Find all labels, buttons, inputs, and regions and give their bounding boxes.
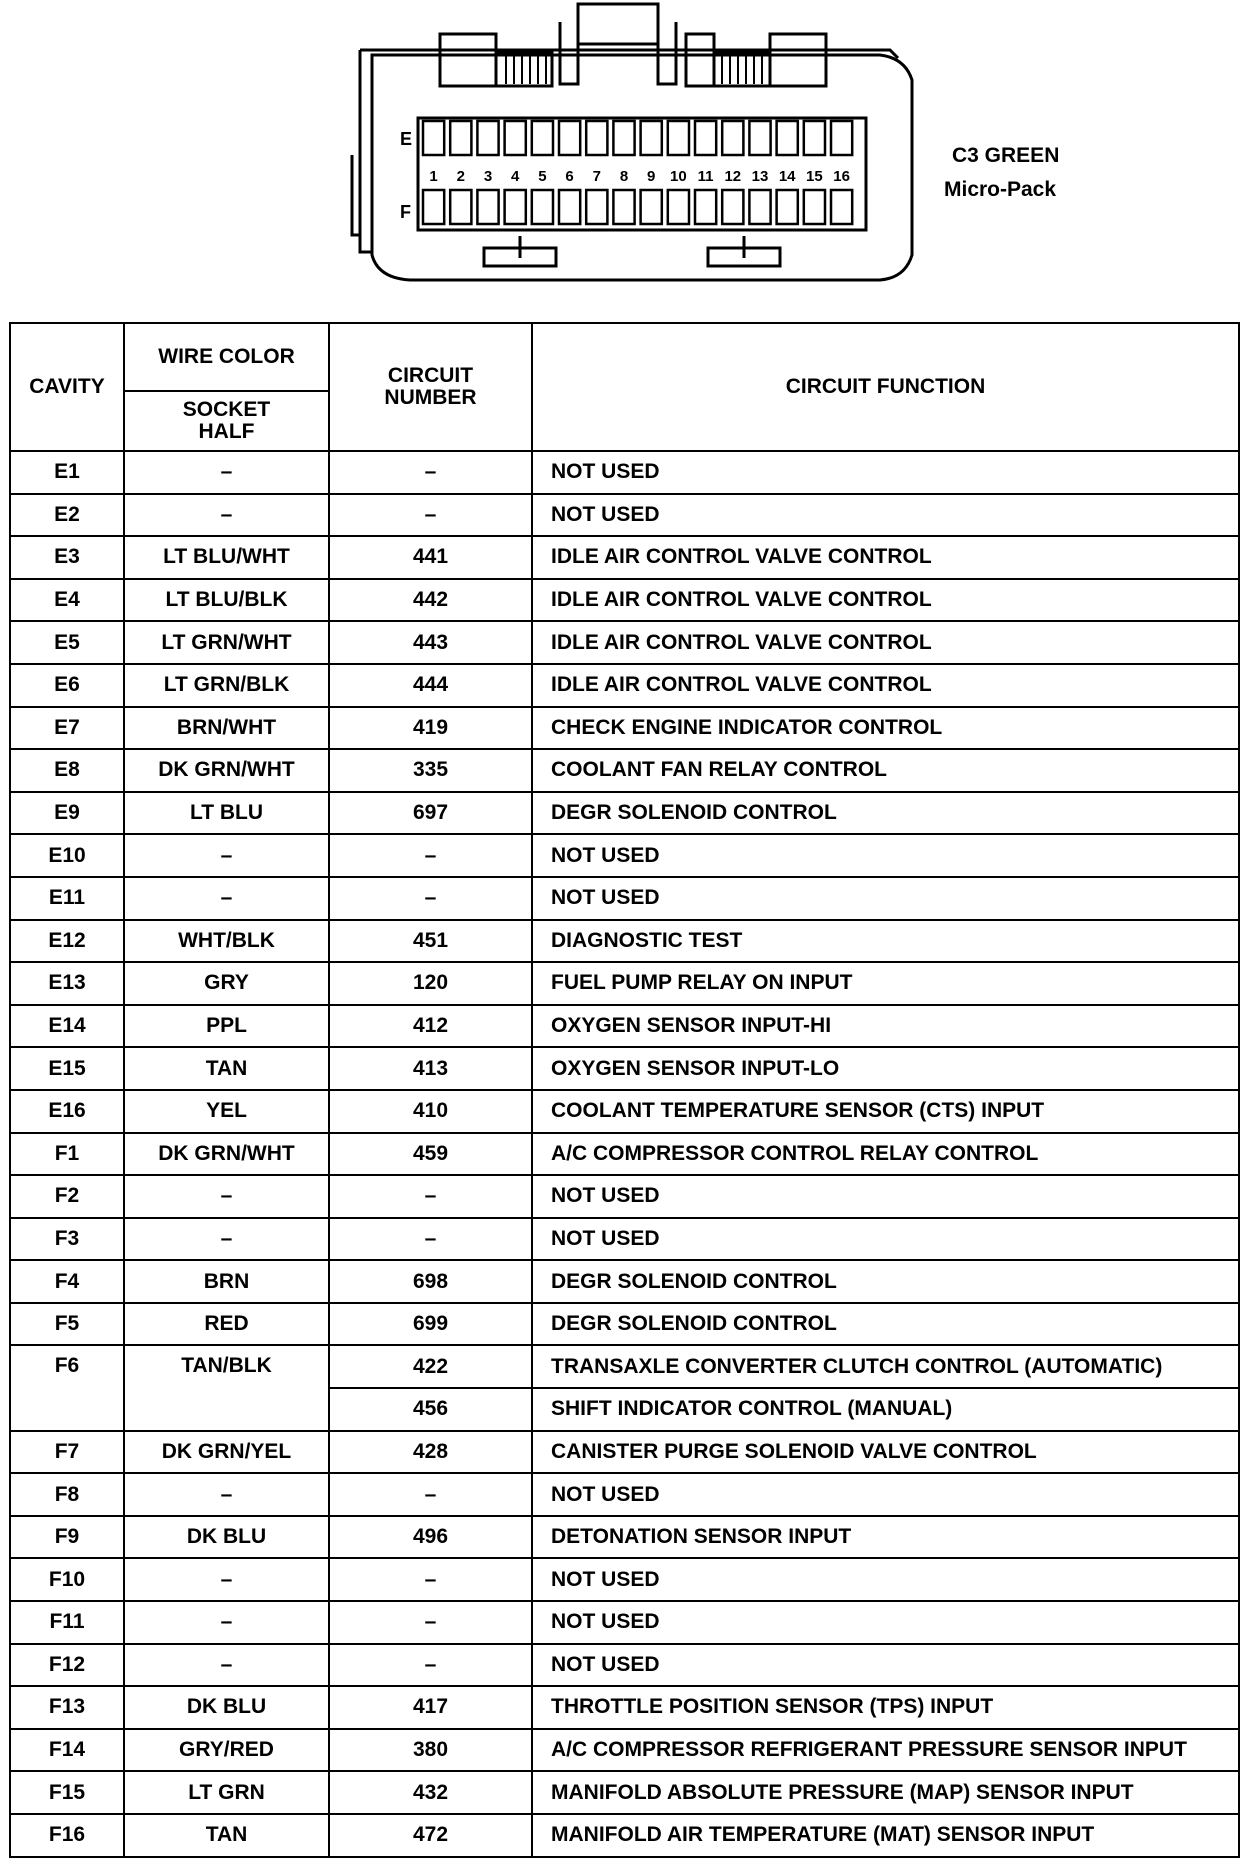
circuit-function-cell: NOT USED <box>532 1473 1239 1516</box>
cavity-cell: F11 <box>10 1601 124 1644</box>
circuit-number-cell: – <box>329 451 532 494</box>
cavity-e-cell <box>777 121 798 155</box>
circuit-number-cell: – <box>329 494 532 537</box>
wire-color-cell: – <box>124 1473 329 1516</box>
cavity-number: 14 <box>778 168 796 185</box>
wire-color-cell: DK GRN/WHT <box>124 1133 329 1176</box>
wire-color-cell: – <box>124 451 329 494</box>
wire-color-cell: – <box>124 1601 329 1644</box>
cavity-f-cell <box>532 190 553 224</box>
table-row <box>10 451 1239 494</box>
wire-color-cell: TAN <box>124 1047 329 1090</box>
table-row <box>10 536 1239 579</box>
circuit-number-cell: – <box>329 1601 532 1644</box>
cavity-f-cell <box>695 190 716 224</box>
cavity-f-cell <box>559 190 580 224</box>
circuit-number-cell: 451 <box>329 920 532 963</box>
circuit-function-cell: OXYGEN SENSOR INPUT-LO <box>532 1047 1239 1090</box>
cavity-number: 3 <box>483 168 493 185</box>
cavity-cell: E5 <box>10 621 124 664</box>
connector-type: Micro-Pack <box>944 178 1057 201</box>
wire-color-cell: YEL <box>124 1090 329 1133</box>
cavity-e-cell <box>613 121 634 155</box>
cavity-f-cell <box>477 190 498 224</box>
table-row <box>10 1644 1239 1687</box>
cavity-number: 4 <box>511 168 520 185</box>
cavity-e-cell <box>641 121 662 155</box>
circuit-number-cell: 428 <box>329 1431 532 1474</box>
wire-color-cell: DK GRN/WHT <box>124 749 329 792</box>
circuit-function-cell: NOT USED <box>532 877 1239 920</box>
circuit-number-cell: – <box>329 834 532 877</box>
table-row <box>10 749 1239 792</box>
circuit-function-cell: CHECK ENGINE INDICATOR CONTROL <box>532 707 1239 750</box>
circuit-number-cell: – <box>329 877 532 920</box>
table-row <box>10 1090 1239 1133</box>
cavity-number: 7 <box>592 168 601 185</box>
circuit-number-cell: 120 <box>329 962 532 1005</box>
cavity-cell: F9 <box>10 1516 124 1559</box>
row-f-label: F <box>400 202 411 222</box>
circuit-number-cell: 442 <box>329 579 532 622</box>
cavity-f-cell <box>777 190 798 224</box>
cavity-cell: E13 <box>10 962 124 1005</box>
cavity-f-cell <box>804 190 825 224</box>
cavity-f-cell <box>586 190 607 224</box>
cavity-f-cell <box>668 190 689 224</box>
cavity-cell: F5 <box>10 1303 124 1346</box>
cavity-number: 13 <box>751 168 769 185</box>
circuit-number-cell: 697 <box>329 792 532 835</box>
wire-color-cell: LT GRN/WHT <box>124 621 329 664</box>
circuit-function-cell: IDLE AIR CONTROL VALVE CONTROL <box>532 579 1239 622</box>
wire-color-cell: WHT/BLK <box>124 920 329 963</box>
cavity-cell: F10 <box>10 1558 124 1601</box>
circuit-function-cell: A/C COMPRESSOR REFRIGERANT PRESSURE SENSOR INPUT <box>532 1729 1239 1772</box>
cavity-f-cell <box>450 190 471 224</box>
table-row <box>10 707 1239 750</box>
cavity-cell: E7 <box>10 707 124 750</box>
wire-color-cell: LT BLU/BLK <box>124 579 329 622</box>
cavity-number: 6 <box>565 168 574 185</box>
cavity-e-cell <box>477 121 498 155</box>
circuit-number-cell: 472 <box>329 1814 532 1857</box>
cavity-cell: F7 <box>10 1431 124 1474</box>
wire-color-cell: – <box>124 877 329 920</box>
table-row <box>10 1005 1239 1048</box>
cavity-cell: F15 <box>10 1771 124 1814</box>
wire-color-cell: RED <box>124 1303 329 1346</box>
header-circuit-function: CIRCUIT FUNCTION <box>532 323 1239 451</box>
cavity-cell: E14 <box>10 1005 124 1048</box>
circuit-number-cell: 413 <box>329 1047 532 1090</box>
cavity-cell: F4 <box>10 1260 124 1303</box>
cavity-cell: E3 <box>10 536 124 579</box>
table-row <box>10 664 1239 707</box>
wire-color-cell: – <box>124 1644 329 1687</box>
circuit-function-cell: COOLANT FAN RELAY CONTROL <box>532 749 1239 792</box>
table-row <box>10 1303 1239 1346</box>
cavity-cell: E2 <box>10 494 124 537</box>
wire-color-cell: TAN <box>124 1814 329 1857</box>
cavity-cell: E12 <box>10 920 124 963</box>
wire-color-cell: GRY <box>124 962 329 1005</box>
circuit-number-cell: 417 <box>329 1686 532 1729</box>
table-row <box>10 962 1239 1005</box>
wire-color-cell: LT BLU <box>124 792 329 835</box>
circuit-function-cell: DEGR SOLENOID CONTROL <box>532 1303 1239 1346</box>
cavity-cell: E11 <box>10 877 124 920</box>
circuit-function-cell: NOT USED <box>532 834 1239 877</box>
cavity-cell: F3 <box>10 1218 124 1261</box>
wire-color-cell: DK BLU <box>124 1516 329 1559</box>
cavity-cell: E15 <box>10 1047 124 1090</box>
cavity-number: 12 <box>724 168 742 185</box>
wire-color-cell: TAN/BLK <box>124 1345 329 1430</box>
wire-color-cell: LT GRN/BLK <box>124 664 329 707</box>
circuit-function-cell: IDLE AIR CONTROL VALVE CONTROL <box>532 664 1239 707</box>
circuit-number-cell: 412 <box>329 1005 532 1048</box>
table-row <box>10 1601 1239 1644</box>
wire-color-cell: – <box>124 834 329 877</box>
cavity-e-cell <box>559 121 580 155</box>
circuit-function-cell: NOT USED <box>532 1175 1239 1218</box>
cavity-cell: E10 <box>10 834 124 877</box>
cavity-cell: F1 <box>10 1133 124 1176</box>
circuit-function-cell: TRANSAXLE CONVERTER CLUTCH CONTROL (AUTOMATIC) <box>532 1345 1239 1388</box>
cavity-number: 8 <box>619 168 629 185</box>
cavity-number: 10 <box>670 168 687 185</box>
wire-color-cell: PPL <box>124 1005 329 1048</box>
table-row <box>10 494 1239 537</box>
table-row <box>10 621 1239 664</box>
circuit-number-cell: 441 <box>329 536 532 579</box>
header-circuit-number: CIRCUIT NUMBER <box>329 323 532 451</box>
cavity-f-cell <box>749 190 770 224</box>
cavity-e-cell <box>450 121 471 155</box>
circuit-function-cell: MANIFOLD AIR TEMPERATURE (MAT) SENSOR INPUT <box>532 1814 1239 1857</box>
row-e-label: E <box>400 129 413 149</box>
header-cavity: CAVITY <box>10 323 124 451</box>
circuit-number-cell: 335 <box>329 749 532 792</box>
cavity-f-cell <box>641 190 662 224</box>
wire-color-cell: LT GRN <box>124 1771 329 1814</box>
table-row <box>10 1133 1239 1176</box>
cavity-e-cell <box>804 121 825 155</box>
circuit-number-cell: – <box>329 1473 532 1516</box>
table-row <box>10 1047 1239 1090</box>
circuit-number-cell: – <box>329 1644 532 1687</box>
cavity-number: 11 <box>697 168 714 185</box>
table-row <box>10 1473 1239 1516</box>
wire-color-cell: – <box>124 1175 329 1218</box>
circuit-function-cell: MANIFOLD ABSOLUTE PRESSURE (MAP) SENSOR INPUT <box>532 1771 1239 1814</box>
cavity-f-cell <box>505 190 526 224</box>
cavity-cell: F2 <box>10 1175 124 1218</box>
wire-color-cell: LT BLU/WHT <box>124 536 329 579</box>
connector-name: C3 GREEN <box>952 144 1060 167</box>
cavity-e-cell <box>695 121 716 155</box>
circuit-function-cell: DEGR SOLENOID CONTROL <box>532 1260 1239 1303</box>
circuit-function-cell: THROTTLE POSITION SENSOR (TPS) INPUT <box>532 1686 1239 1729</box>
cavity-cell: E1 <box>10 451 124 494</box>
cavity-f-cell <box>831 190 852 224</box>
circuit-number-cell: 496 <box>329 1516 532 1559</box>
circuit-number-cell: 419 <box>329 707 532 750</box>
circuit-number-cell: 443 <box>329 621 532 664</box>
circuit-function-cell: COOLANT TEMPERATURE SENSOR (CTS) INPUT <box>532 1090 1239 1133</box>
wire-color-cell: GRY/RED <box>124 1729 329 1772</box>
circuit-number-cell: 699 <box>329 1303 532 1346</box>
wire-color-cell: BRN <box>124 1260 329 1303</box>
cavity-cell: E16 <box>10 1090 124 1133</box>
circuit-function-cell: A/C COMPRESSOR CONTROL RELAY CONTROL <box>532 1133 1239 1176</box>
cavity-cell: F6 <box>10 1345 124 1430</box>
table-row <box>10 1175 1239 1218</box>
cavity-cell: E9 <box>10 792 124 835</box>
table-row <box>10 1558 1239 1601</box>
cavity-e-cell <box>722 121 743 155</box>
circuit-function-cell: IDLE AIR CONTROL VALVE CONTROL <box>532 536 1239 579</box>
circuit-number-cell: 432 <box>329 1771 532 1814</box>
circuit-function-cell: CANISTER PURGE SOLENOID VALVE CONTROL <box>532 1431 1239 1474</box>
cavity-cell: E6 <box>10 664 124 707</box>
cavity-number: 2 <box>456 168 465 185</box>
circuit-function-cell: NOT USED <box>532 494 1239 537</box>
wire-color-cell: BRN/WHT <box>124 707 329 750</box>
cavity-cell: F13 <box>10 1686 124 1729</box>
circuit-function-cell: NOT USED <box>532 1218 1239 1261</box>
table-row <box>10 1814 1239 1857</box>
circuit-function-cell: DIAGNOSTIC TEST <box>532 920 1239 963</box>
cavity-cell: F12 <box>10 1644 124 1687</box>
cavity-cell: F16 <box>10 1814 124 1857</box>
cavity-cell: F8 <box>10 1473 124 1516</box>
circuit-function-cell: FUEL PUMP RELAY ON INPUT <box>532 962 1239 1005</box>
connector-diagram <box>0 0 1248 300</box>
cavity-e-cell <box>532 121 553 155</box>
circuit-number-cell: 444 <box>329 664 532 707</box>
cavity-number: 9 <box>647 168 656 185</box>
circuit-function-cell: SHIFT INDICATOR CONTROL (MANUAL) <box>532 1388 1239 1431</box>
table-row <box>10 1686 1239 1729</box>
circuit-number-cell: 456 <box>329 1388 532 1431</box>
table-row <box>10 1260 1239 1303</box>
table-row <box>10 1516 1239 1559</box>
table-row <box>10 1345 1239 1388</box>
circuit-number-cell: – <box>329 1175 532 1218</box>
table-row <box>10 877 1239 920</box>
pinout-table <box>9 322 1240 1858</box>
cavity-number: 1 <box>429 168 438 185</box>
circuit-function-cell: OXYGEN SENSOR INPUT-HI <box>532 1005 1239 1048</box>
cavity-f-cell <box>613 190 634 224</box>
circuit-number-cell: – <box>329 1218 532 1261</box>
circuit-number-cell: 422 <box>329 1345 532 1388</box>
header-socket-half: SOCKET HALF <box>124 391 329 451</box>
circuit-function-cell: NOT USED <box>532 1644 1239 1687</box>
cavity-e-cell <box>668 121 689 155</box>
wire-color-cell: DK BLU <box>124 1686 329 1729</box>
cavity-cell: E8 <box>10 749 124 792</box>
circuit-function-cell: NOT USED <box>532 451 1239 494</box>
circuit-number-cell: 380 <box>329 1729 532 1772</box>
cavity-cell: E4 <box>10 579 124 622</box>
cavity-e-cell <box>749 121 770 155</box>
wire-color-cell: – <box>124 1558 329 1601</box>
table-row <box>10 1771 1239 1814</box>
cavity-f-cell <box>722 190 743 224</box>
wire-color-cell: – <box>124 494 329 537</box>
cavity-e-cell <box>586 121 607 155</box>
cavity-number: 16 <box>833 168 850 185</box>
circuit-number-cell: – <box>329 1558 532 1601</box>
circuit-function-cell: IDLE AIR CONTROL VALVE CONTROL <box>532 621 1239 664</box>
cavity-f-cell <box>423 190 444 224</box>
cavity-e-cell <box>831 121 852 155</box>
table-row <box>10 834 1239 877</box>
circuit-number-cell: 698 <box>329 1260 532 1303</box>
cavity-e-cell <box>505 121 526 155</box>
circuit-function-cell: DETONATION SENSOR INPUT <box>532 1516 1239 1559</box>
circuit-function-cell: NOT USED <box>532 1601 1239 1644</box>
wire-color-cell: – <box>124 1218 329 1261</box>
cavity-e-cell <box>423 121 444 155</box>
table-row <box>10 1431 1239 1474</box>
table-row <box>10 1729 1239 1772</box>
table-row <box>10 792 1239 835</box>
circuit-number-cell: 410 <box>329 1090 532 1133</box>
header-wire-color: WIRE COLOR <box>124 323 329 391</box>
cavity-number: 5 <box>538 168 547 185</box>
table-row <box>10 920 1239 963</box>
cavity-number: 15 <box>806 168 823 185</box>
table-row <box>10 579 1239 622</box>
circuit-function-cell: DEGR SOLENOID CONTROL <box>532 792 1239 835</box>
circuit-function-cell: NOT USED <box>532 1558 1239 1601</box>
circuit-number-cell: 459 <box>329 1133 532 1176</box>
cavity-cell: F14 <box>10 1729 124 1772</box>
wire-color-cell: DK GRN/YEL <box>124 1431 329 1474</box>
table-row <box>10 1218 1239 1261</box>
